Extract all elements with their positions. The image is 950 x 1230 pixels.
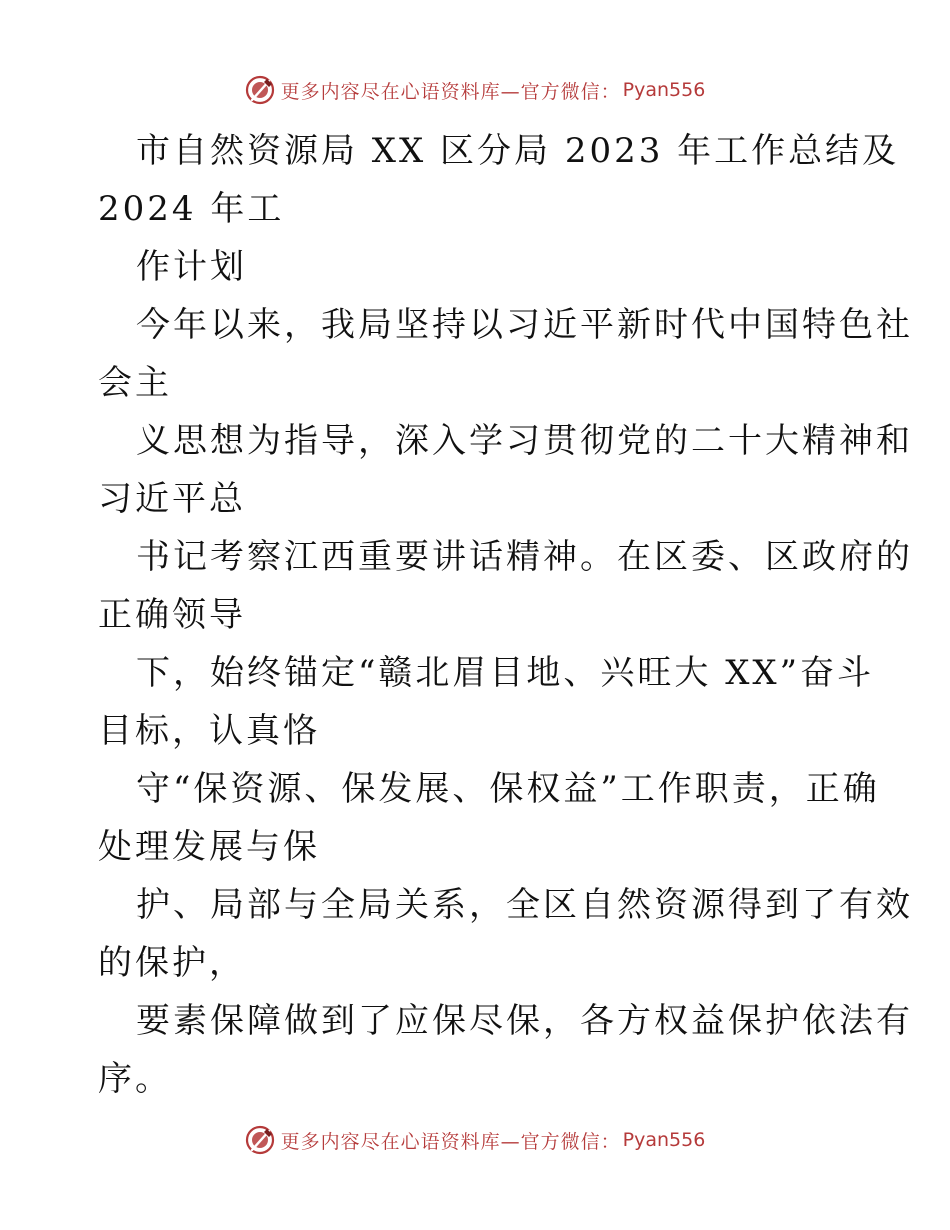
paragraph-line: 的保护， [98,943,246,983]
paragraph-line: 作计划 [136,247,247,287]
document-body [98,122,913,1108]
paragraph-line: 守“保资源、保发展、保权益”工作职责，正确 [136,769,880,809]
paragraph-line: 序。 [98,1059,172,1099]
paragraph-line: 书记考察江西重要讲话精神。在区委、区政府的 [136,537,913,577]
paragraph-line: 处理发展与保 [98,827,320,867]
watermark-text: 更多内容尽在心语资料库—官方微信： [280,1130,621,1153]
paragraph-line: 2024 年工 [98,189,285,229]
paragraph-line: 护、局部与全局关系，全区自然资源得到了有效 [136,885,913,925]
paragraph-line: 市自然资源局 XX 区分局 2023 年工作总结及 [136,131,900,171]
watermark-text: 更多内容尽在心语资料库—官方微信： [280,80,621,103]
paragraph-line: 目标，认真恪 [98,711,320,751]
pen-seal-icon [245,1125,275,1155]
paragraph-line: 义思想为指导，深入学习贯彻党的二十大精神和 [136,421,913,461]
paragraph-line: 要素保障做到了应保尽保，各方权益保护依法有 [136,1001,913,1041]
paragraph-line: 习近平总 [98,479,246,519]
watermark-wechat-id: Pyan556 [622,1129,706,1151]
footer-watermark [0,1122,950,1158]
paragraph-line: 今年以来，我局坚持以习近平新时代中国特色社 [136,305,913,345]
pen-seal-icon [245,75,275,105]
paragraph-line: 会主 [98,363,172,403]
watermark-wechat-id: Pyan556 [622,79,706,101]
header-watermark [0,72,950,108]
paragraph-line: 下，始终锚定“赣北眉目地、兴旺大 XX”奋斗 [136,653,874,693]
paragraph-line: 正确领导 [98,595,246,635]
